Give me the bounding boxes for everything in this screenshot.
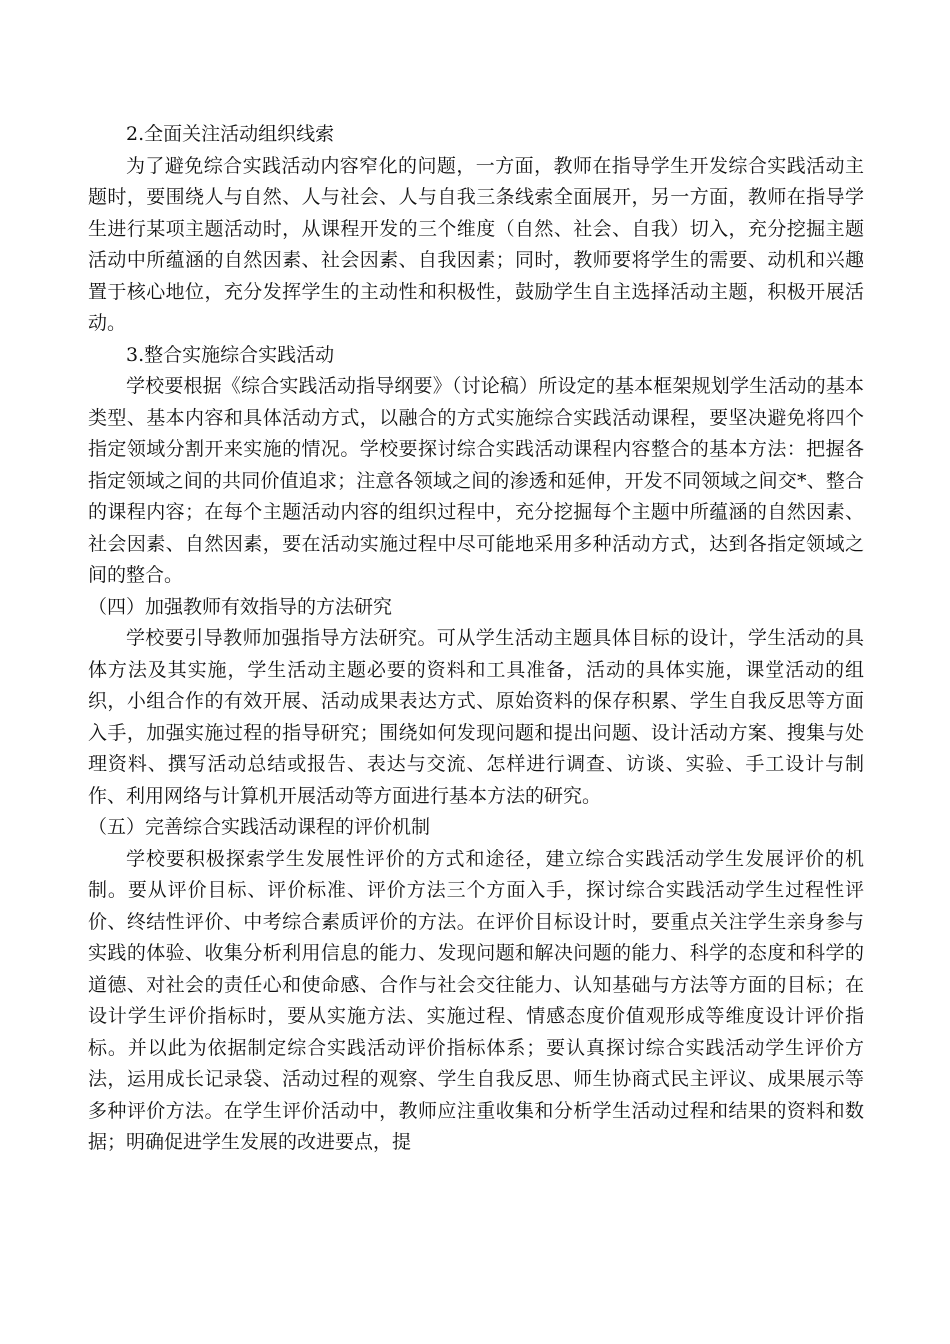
- section-paragraph-3: 学校要根据《综合实践活动指导纲要》（讨论稿）所设定的基本框架规划学生活动的基本类型、基本内容和具体活动方式，以融合的方式实施综合实践活动课程，要坚决避免将四个指定领域分割开来实施的情况。学校要探讨综合实践活动课程内容整合的基本方法：把握各指定领域之间的共同价值追求；注意各领域之间的渗透和延伸，开发不同领域之间交*、整合的课程内容；在每个主题活动内容的组织过程中，充分挖掘每个主题中所蕴涵的自然因素、社会因素、自然因素，要在活动实施过程中尽可能地采用多种活动方式，达到各指定领域之间的整合。: [88, 375, 864, 586]
- document-body: [88, 119, 864, 1159]
- section-heading-5: （五）完善综合实践活动课程的评价机制: [88, 816, 431, 838]
- section-heading-2: 2.全面关注活动组织线索: [126, 123, 335, 145]
- section-paragraph-4: 学校要引导教师加强指导方法研究。可从学生活动主题具体目标的设计，学生活动的具体方法及其实施，学生活动主题必要的资料和工具准备，活动的具体实施，课堂活动的组织，小组合作的有效开展、活动成果表达方式、原始资料的保存积累、学生自我反思等方面入手，加强实施过程的指导研究；围绕如何发现问题和提出问题、设计活动方案、搜集与处理资料、撰写活动总结或报告、表达与交流、怎样进行调查、访谈、实验、手工设计与制作、利用网络与计算机开展活动等方面进行基本方法的研究。: [88, 627, 864, 807]
- section-paragraph-2: 为了避免综合实践活动内容窄化的问题，一方面，教师在指导学生开发综合实践活动主题时，要围绕人与自然、人与社会、人与自我三条线索全面展开，另一方面，教师在指导学生进行某项主题活动时，从课程开发的三个维度（自然、社会、自我）切入，充分挖掘主题活动中所蕴涵的自然因素、社会因素、自我因素；同时，教师要将学生的需要、动机和兴趣置于核心地位，充分发挥学生的主动性和积极性，鼓励学生自主选择活动主题，积极开展活动。: [88, 154, 864, 334]
- section-heading-4: （四）加强教师有效指导的方法研究: [88, 595, 393, 618]
- section-heading-3: 3.整合实施综合实践活动: [126, 343, 335, 366]
- section-paragraph-5: 学校要积极探索学生发展性评价的方式和途径，建立综合实践活动学生发展评价的机制。要从评价目标、评价标准、评价方法三个方面入手，探讨综合实践活动学生过程性评价、终结性评价、中考综合素质评价的方法。在评价目标设计时，要重点关注学生亲身参与实践的体验、收集分析利用信息的能力、发现问题和解决问题的能力、科学的态度和科学的道德、对社会的责任心和使命感、合作与社会交往能力、认知基础与方法等方面的目标；在设计学生评价指标时，要从实施方法、实施过程、情感态度价值观形成等维度设计评价指标。并以此为依据制定综合实践活动评价指标体系；要认真探讨综合实践活动学生评价方法，运用成长记录袋、活动过程的观察、学生自我反思、师生协商式民主评议、成果展示等多种评价方法。在学生评价活动中，教师应注重收集和分析学生活动过程和结果的资料和数据；明确促进学生发展的改进要点，提: [88, 847, 864, 1153]
